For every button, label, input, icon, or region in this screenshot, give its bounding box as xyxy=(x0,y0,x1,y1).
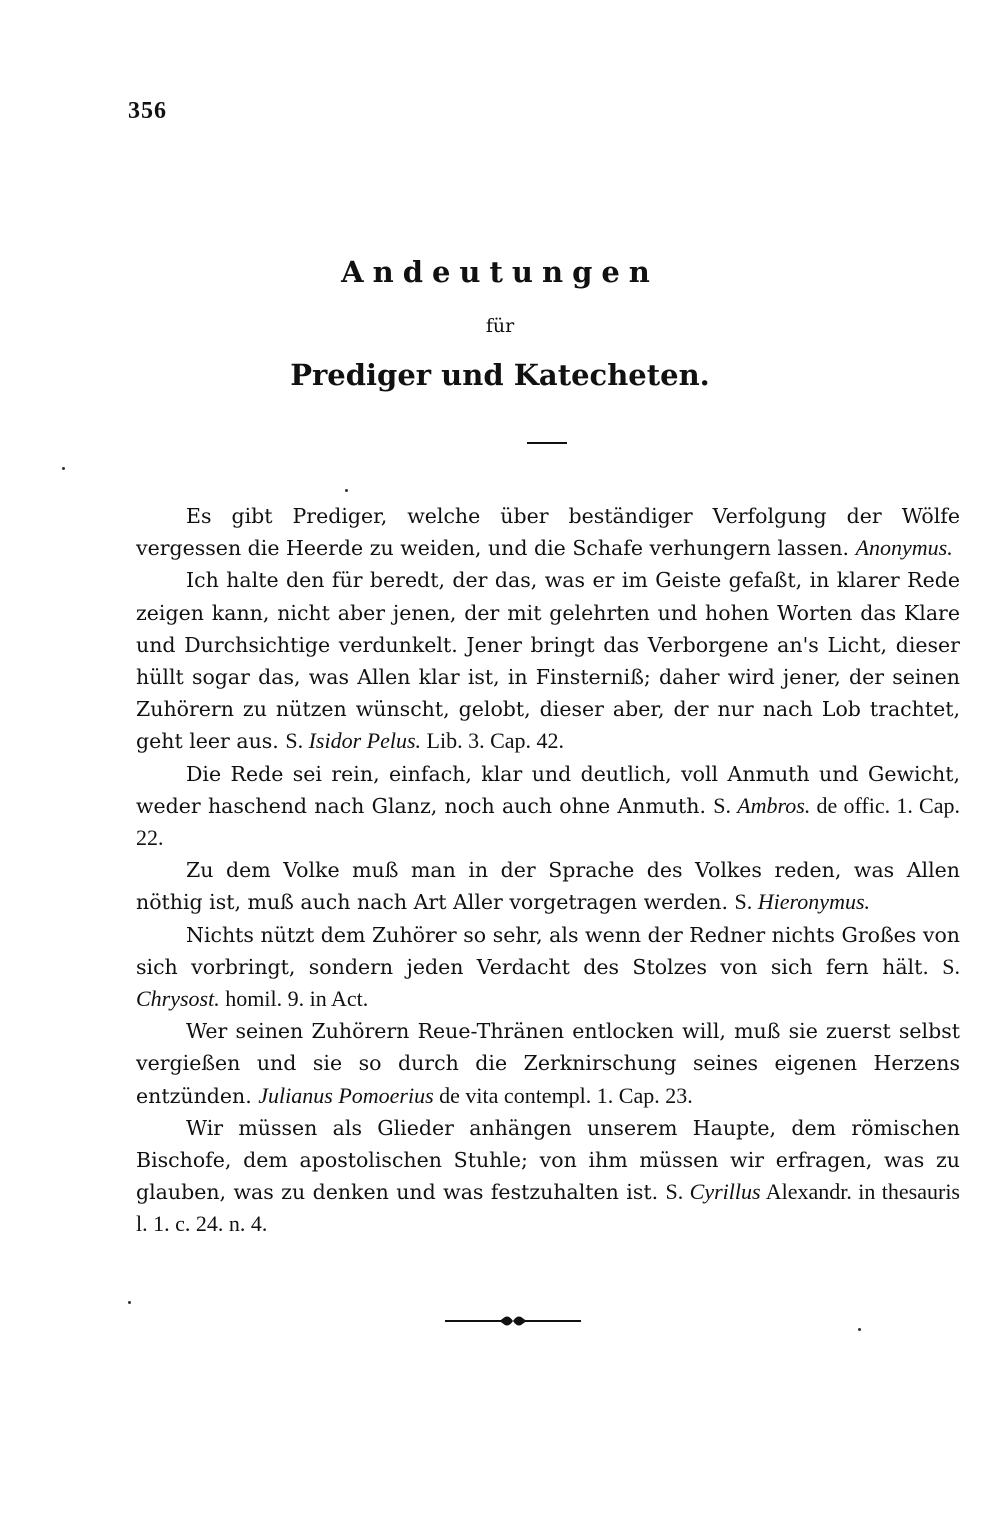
paragraph-text: Wer seinen Zuhörern Reue-Thränen entlocken will, muß sie zuerst selbst vergießen und sie so durch die Zerknirschung seines eigenen Herzens entzünden. xyxy=(136,1019,960,1108)
paragraph xyxy=(136,919,960,1016)
page-number: 356 xyxy=(128,98,167,124)
source-citation: S. Cyrillus Alexandr. in thesauris l. 1. c. 24. n. 4. xyxy=(136,1179,960,1237)
paragraph xyxy=(136,854,960,918)
paper-speck xyxy=(62,467,65,470)
paper-speck xyxy=(345,489,348,492)
source-author: Isidor Pelus. xyxy=(308,728,422,754)
paragraph xyxy=(136,758,960,855)
source-author: Cyrillus xyxy=(689,1179,761,1205)
paragraph-text: Die Rede sei rein, einfach, klar und deutlich, voll Anmuth und Gewicht, weder haschend nach Glanz, noch auch ohne Anmuth. xyxy=(136,761,960,818)
paper-speck xyxy=(858,1328,861,1331)
paragraph-text: Es gibt Prediger, welche über beständiger Verfolgung der Wölfe vergessen die Heerde zu weiden, und die Schafe verhungern lassen. xyxy=(136,504,960,561)
source-citation xyxy=(856,535,953,560)
title-connector: für xyxy=(485,315,515,337)
source-citation: S. Hieronymus. xyxy=(734,889,871,915)
source-citation: S. Isidor Pelus. Lib. 3. Cap. 42. xyxy=(285,728,565,754)
paragraph-text: Ich halte den für beredt, der das, was er im Geiste gefaßt, in klarer Rede zeigen kann, nicht aber jenen, der mit gelehrten und hohen Worten das Klare und Durchsichtige verdunkelt. Jener bringt das Verborgene an's Licht, dieser hüllt sogar das, was Allen klar ist, in Finsterniß; daher wird jener, der seinen Zuhörern zu nützen wünscht, gelobt, dieser aber, der nur nach Lob trachtet, geht leer aus. xyxy=(136,568,960,754)
source-author: Hieronymus. xyxy=(757,889,871,915)
paragraph-text: Wir müssen als Glieder anhängen unserem Haupte, dem römischen Bischofe, dem apostolischen Stuhle; von ihm müssen wir erfragen, was zu glauben, was zu denken und was festzuhalten ist. xyxy=(136,1115,960,1205)
page-subtitle: Prediger und Katecheten. xyxy=(290,358,710,392)
paragraph xyxy=(136,1015,960,1112)
source-author: Chrysost. xyxy=(136,986,220,1012)
source-citation: S. Ambros. de offic. 1. Cap. 22. xyxy=(136,792,960,851)
end-ornament xyxy=(443,1314,583,1328)
source-author: Julianus Pomoerius xyxy=(258,1082,434,1108)
source-author: Ambros. xyxy=(737,792,811,818)
source-citation: Julianus Pomoerius de vita contempl. 1. Cap. 23. xyxy=(258,1082,693,1108)
paragraph xyxy=(136,500,960,564)
source-citation: S. Chrysost. homil. 9. in Act. xyxy=(136,953,960,1012)
paragraph-text: Zu dem Volke muß man in der Sprache des Volkes reden, was Allen nöthig ist, muß auch nach Art Aller vorgetragen werden. xyxy=(136,858,960,915)
body-text xyxy=(136,500,960,1241)
page-title: Andeutungen xyxy=(341,255,659,289)
paper-speck xyxy=(128,1301,131,1304)
title-divider xyxy=(527,442,567,444)
paragraph xyxy=(136,1112,960,1241)
source-author: Anonymus. xyxy=(855,535,953,561)
paragraph-text: Nichts nützt dem Zuhörer so sehr, als wenn der Redner nichts Großes von sich vorbringt, sondern jeden Verdacht des Stolzes von sich fern hält. xyxy=(136,922,960,979)
paragraph xyxy=(136,564,960,757)
